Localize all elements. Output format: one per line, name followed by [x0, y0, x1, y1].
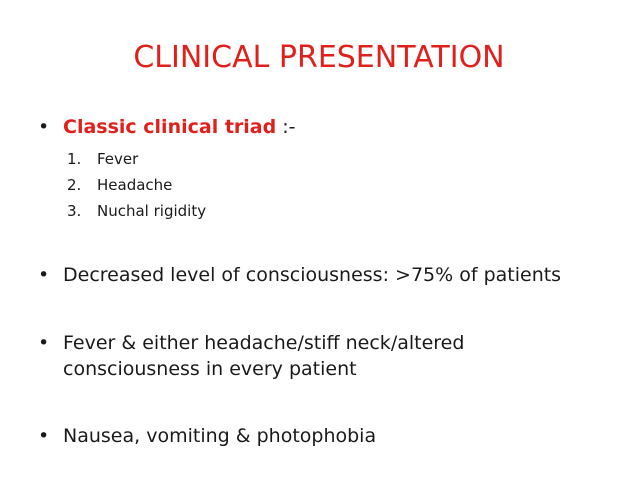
list-number: 2.: [67, 176, 82, 194]
bullet-highlight: Classic clinical triad: [63, 116, 277, 138]
list-number: 3.: [67, 202, 82, 220]
list-number: 1.: [67, 150, 82, 168]
bullet-text: Decreased level of consciousness: >75% of patients: [63, 264, 562, 286]
bullet-text: Nausea, vomiting & photophobia: [63, 425, 377, 447]
list-label: Fever: [97, 150, 139, 168]
bullet-text: Fever & either headache/stiff neck/altered consciousness in every patient: [63, 332, 465, 380]
bullet-dot: •: [38, 116, 50, 138]
bullet-suffix: :-: [276, 116, 296, 138]
bullet-dot: •: [38, 332, 50, 354]
bullet-dot: •: [38, 264, 50, 286]
slide-title: CLINICAL PRESENTATION: [133, 40, 505, 75]
list-label: Nuchal rigidity: [97, 202, 207, 220]
bullet-dot: •: [38, 425, 50, 447]
list-label: Headache: [97, 176, 173, 194]
bullet-text: [63, 114, 296, 140]
